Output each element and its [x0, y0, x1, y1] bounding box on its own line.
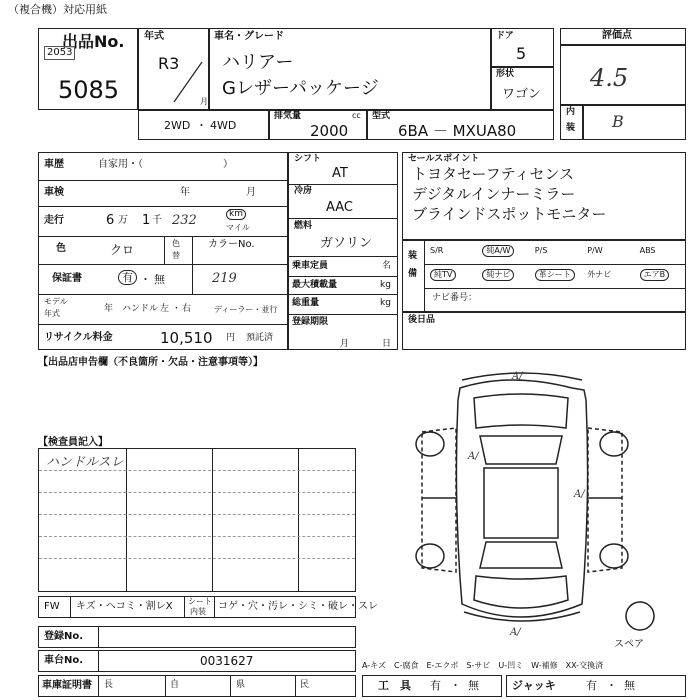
- chassis-label: 車台No.: [44, 655, 84, 666]
- warranty-yes: 有: [118, 270, 137, 285]
- color-no-value: 219: [212, 271, 237, 286]
- mark-right: A/: [574, 489, 585, 500]
- lot-label: 出品No.: [62, 32, 125, 51]
- legend-items: キズ・ヘコミ・割レX: [76, 601, 173, 612]
- reg-no-label: 登録No.: [44, 631, 84, 642]
- shift-value: AT: [332, 166, 348, 181]
- sheet-title: （複合機）対応用紙: [8, 3, 107, 16]
- capacity-label: 乗車定員: [292, 261, 329, 271]
- jack-dot: ・: [606, 679, 617, 692]
- registration-number-row: [38, 626, 356, 648]
- tools-no: 無: [468, 679, 479, 692]
- registration-day: 日: [382, 339, 392, 349]
- equipment-item: 革シート: [535, 269, 575, 281]
- mileage-sen: 1: [142, 213, 151, 228]
- doors-value: 5: [516, 44, 527, 63]
- color-change-2: 替: [172, 251, 180, 260]
- warranty-label: 保証書: [52, 273, 82, 284]
- handle-dot: ・: [172, 304, 182, 314]
- inspection-label: 車検: [44, 187, 64, 198]
- weight-label: 総重量: [292, 298, 320, 308]
- equipment-item: 外ナビ: [587, 270, 612, 279]
- chassis-row: [38, 650, 356, 672]
- spare-label: スペア: [614, 639, 644, 650]
- mileage-sen-unit: 千: [152, 215, 162, 226]
- mileage-man-unit: 万: [118, 215, 128, 226]
- ac-label: 冷房: [294, 186, 313, 196]
- dealer-label: ディーラー・並行: [214, 305, 278, 314]
- lot-number: 5085: [58, 76, 120, 104]
- mileage-rest: 232: [172, 213, 197, 228]
- type-value: 6BA － MXUA80: [398, 122, 517, 140]
- equipment-row-1: [424, 243, 686, 263]
- tools-yes: 有: [430, 679, 441, 692]
- handle-left: 左: [160, 304, 170, 314]
- interior-value: B: [612, 112, 624, 131]
- sales-points-label: セールスポイント: [408, 154, 480, 164]
- lot-stamp: 2053: [44, 46, 75, 60]
- mileage-unit-km: km: [226, 209, 246, 220]
- inspector-label: 【検査員記入】: [38, 437, 108, 448]
- warranty-no: 無: [154, 273, 165, 286]
- cert-c1: 長: [104, 680, 114, 690]
- load-unit: kg: [380, 280, 391, 290]
- recycle-status: 預託済: [246, 333, 274, 343]
- interior-label-1: 内: [566, 107, 576, 117]
- mark-rear: A/: [510, 627, 521, 638]
- equipment-label-1: 装: [408, 251, 418, 261]
- equipment-item: 純A/W: [482, 245, 514, 257]
- cert-label: 車庫証明書: [42, 680, 92, 691]
- inspector-note: ハンドルスレ: [46, 455, 124, 470]
- year-month-suffix: 月: [200, 97, 208, 106]
- equipment-item: S/R: [430, 246, 444, 255]
- color-change-1: 色: [172, 239, 180, 248]
- color-label: 色: [56, 243, 66, 254]
- drive-separator: ・: [196, 119, 207, 132]
- model-year-label-2: 年式: [44, 309, 60, 318]
- jack-no: 無: [624, 679, 635, 692]
- registration-month: 月: [340, 339, 350, 349]
- mileage-unit-mile: マイル: [226, 223, 250, 232]
- displacement-unit: cc: [352, 111, 361, 120]
- cert-c2: 自: [170, 680, 180, 690]
- interior-label-2: 装: [566, 123, 576, 133]
- equipment-item: P/S: [534, 246, 548, 255]
- model-grade: Gレザーパッケージ: [222, 78, 379, 99]
- sales-point-3: ブラインドスポットモニター: [412, 205, 607, 223]
- notes-box: [402, 312, 686, 350]
- car-diagram: [400, 368, 690, 638]
- body-shape-value: ワゴン: [502, 87, 542, 102]
- weight-unit: kg: [380, 298, 391, 308]
- declaration-label: 【出品店申告欄（不良箇所・欠品・注意事項等）】: [38, 357, 263, 368]
- sales-point-1: トヨタセーフティセンス: [412, 165, 575, 183]
- load-label: 最大積載量: [292, 280, 338, 290]
- fuel-value: ガソリン: [320, 236, 373, 251]
- doors-label: ドア: [496, 31, 514, 41]
- color-no-label: カラーNo.: [208, 239, 255, 250]
- drive-4wd: 4WD: [210, 119, 237, 132]
- rating-value: 4.5: [590, 64, 629, 92]
- inspection-year: 年: [180, 187, 190, 198]
- model-year-unit: 年: [104, 304, 114, 314]
- shift-label: シフト: [294, 154, 322, 164]
- handle-right: 右: [182, 304, 192, 314]
- ac-value: AAC: [326, 200, 353, 215]
- legend-seat-items: コゲ・穴・汚レ・シミ・破レ・スレ: [218, 601, 378, 612]
- equipment-item: P/W: [587, 246, 603, 255]
- cert-c4: 民: [300, 680, 310, 690]
- body-shape-label: 形状: [496, 69, 515, 79]
- equipment-item: ABS: [639, 246, 656, 255]
- left-fields: [38, 152, 288, 350]
- history-label: 車歴: [44, 159, 64, 170]
- equipment-item: 純TV: [430, 269, 456, 281]
- history-value: 自家用・（ ）: [98, 159, 233, 170]
- year-label: 年式: [144, 31, 164, 42]
- displacement-value: 2000: [310, 122, 349, 140]
- tools-dot: ・: [450, 679, 461, 692]
- tools-label: 工 具: [378, 679, 411, 692]
- mark-front: A/: [512, 371, 523, 382]
- registration-label: 登録期限: [292, 317, 329, 327]
- inspection-month: 月: [246, 187, 256, 198]
- jack-yes: 有: [586, 679, 597, 692]
- color-value: クロ: [110, 243, 135, 257]
- capacity-unit: 名: [382, 261, 392, 271]
- fuel-label: 燃料: [294, 221, 313, 231]
- handle-label: ハンドル: [122, 304, 159, 314]
- recycle-unit: 円: [226, 333, 236, 343]
- drive-2wd: 2WD: [164, 119, 191, 132]
- recycle-label: リサイクル料金: [44, 332, 113, 343]
- mileage-man: 6: [106, 213, 115, 228]
- type-label: 型式: [372, 111, 391, 121]
- mileage-label: 走行: [44, 215, 64, 226]
- defect-legend: A-キズ C-腐食 E-エクボ S-サビ U-凹ミ W-補修 XX-交換済: [362, 661, 604, 670]
- legend-seat-2: 内装: [190, 607, 206, 616]
- mark-left: A/: [468, 451, 479, 462]
- equipment-item: 純ナビ: [482, 269, 514, 281]
- sales-point-2: デジタルインナーミラー: [412, 185, 576, 203]
- model-label: 車名・グレード: [214, 31, 284, 42]
- jack-label: ジャッキ: [512, 679, 556, 692]
- notes-label: 後日品: [408, 315, 436, 325]
- warranty-dot: ・: [140, 273, 151, 286]
- legend-seat-1: シート: [188, 597, 212, 606]
- equipment-row-2: [424, 267, 686, 287]
- year-value: R3: [158, 54, 180, 73]
- equipment-item: エアB: [640, 269, 670, 281]
- recycle-value: 10,510: [160, 329, 213, 347]
- rating-label: 評価点: [602, 30, 632, 41]
- cert-c3: 県: [236, 680, 246, 690]
- model-year-label-1: モデル: [44, 297, 68, 306]
- chassis-value: 0031627: [200, 654, 254, 668]
- equipment-label-2: 備: [408, 269, 418, 279]
- legend-fw: FW: [44, 601, 60, 612]
- model-name: ハリアー: [222, 52, 294, 73]
- displacement-label: 排気量: [274, 111, 302, 121]
- navi-number-label: ナビ番号：: [432, 293, 478, 303]
